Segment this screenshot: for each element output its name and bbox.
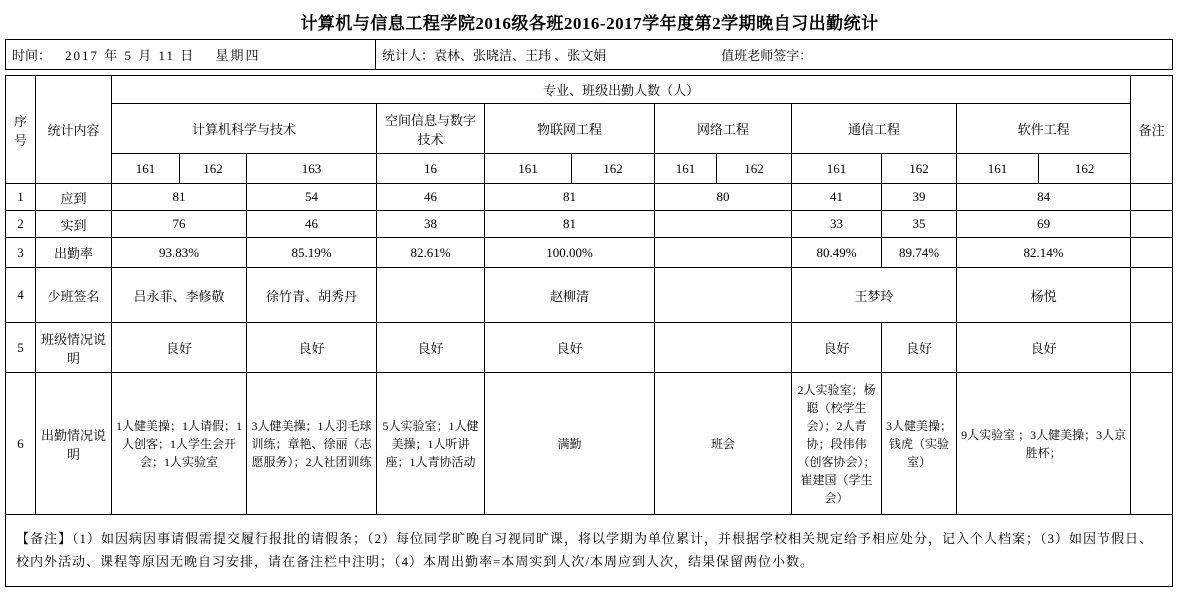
value-cell: 41 — [792, 184, 882, 211]
value-cell: 良好 — [112, 323, 247, 373]
value-cell: 良好 — [882, 323, 957, 373]
value-cell: 良好 — [247, 323, 377, 373]
class-header: 16 — [377, 154, 485, 184]
value-cell: 5人实验室；1人健美操；1人听讲座；1人青协活动 — [377, 373, 485, 515]
row-rate — [6, 238, 1173, 268]
class-header: 161 — [792, 154, 882, 184]
remark-cell — [1131, 373, 1173, 515]
value-cell: 班会 — [655, 373, 792, 515]
content-header: 统计内容 — [36, 76, 112, 184]
class-header: 162 — [1039, 154, 1131, 184]
class-header: 161 — [957, 154, 1039, 184]
value-cell — [655, 211, 792, 238]
attendance-span-header: 专业、班级出勤人数（人） — [112, 76, 1131, 104]
value-cell: 80.49% — [792, 238, 882, 268]
value-cell: 46 — [247, 211, 377, 238]
staff-value: 袁林、张晓洁、王玮 、张文娟 — [434, 48, 607, 63]
teacher-sign-label: 值班老师签字： — [721, 48, 813, 63]
value-cell: 82.14% — [957, 238, 1131, 268]
class-header: 163 — [247, 154, 377, 184]
value-cell: 69 — [957, 211, 1131, 238]
value-cell: 76 — [112, 211, 247, 238]
label-cell: 实到 — [36, 211, 112, 238]
value-cell: 89.74% — [882, 238, 957, 268]
remark-cell — [1131, 323, 1173, 373]
major-header-spatial: 空间信息与数字技术 — [377, 104, 485, 154]
value-cell: 赵柳清 — [485, 268, 655, 323]
label-cell: 少班签名 — [36, 268, 112, 323]
value-cell: 3人健美操；钱虎（实验室） — [882, 373, 957, 515]
value-cell: 93.83% — [112, 238, 247, 268]
value-cell — [655, 323, 792, 373]
value-cell: 82.61% — [377, 238, 485, 268]
value-cell: 46 — [377, 184, 485, 211]
value-cell: 良好 — [377, 323, 485, 373]
value-cell: 3人健美操；1人羽毛球训练；章艳、徐丽（志愿服务）；2人社团训练 — [247, 373, 377, 515]
value-cell: 9人实验室 ；3人健美操；3人京胜杯； — [957, 373, 1131, 515]
value-cell — [655, 238, 792, 268]
label-cell: 出勤情况说明 — [36, 373, 112, 515]
class-header: 162 — [180, 154, 247, 184]
header-row-span — [6, 76, 1173, 104]
seq-cell: 1 — [6, 184, 36, 211]
value-cell: 徐竹青、胡秀丹 — [247, 268, 377, 323]
value-cell: 100.00% — [485, 238, 655, 268]
value-cell: 54 — [247, 184, 377, 211]
header-row-classes — [6, 154, 1173, 184]
value-cell: 39 — [882, 184, 957, 211]
value-cell — [377, 268, 485, 323]
class-header: 162 — [572, 154, 655, 184]
value-cell: 良好 — [485, 323, 655, 373]
class-header: 161 — [485, 154, 572, 184]
value-cell: 王梦玲 — [792, 268, 957, 323]
value-cell: 杨悦 — [957, 268, 1131, 323]
value-cell: 80 — [655, 184, 792, 211]
remark-cell — [1131, 268, 1173, 323]
info-bar — [5, 39, 1173, 70]
remark-header: 备注 — [1131, 76, 1173, 184]
attendance-table — [5, 75, 1173, 587]
value-cell: 81 — [485, 211, 655, 238]
row-attendance-notes — [6, 373, 1173, 515]
seq-header: 序号 — [6, 76, 36, 184]
row-class-status — [6, 323, 1173, 373]
row-absent-signatures — [6, 268, 1173, 323]
value-cell: 35 — [882, 211, 957, 238]
time-label: 时间： — [12, 48, 52, 63]
value-cell — [655, 268, 792, 323]
class-header: 161 — [655, 154, 717, 184]
value-cell: 良好 — [957, 323, 1131, 373]
seq-cell: 2 — [6, 211, 36, 238]
time-cell — [6, 40, 376, 70]
value-cell: 良好 — [792, 323, 882, 373]
row-expected — [6, 184, 1173, 211]
label-cell: 应到 — [36, 184, 112, 211]
value-cell: 吕永菲、李修敬 — [112, 268, 247, 323]
major-header-telecom: 通信工程 — [792, 104, 957, 154]
seq-cell: 6 — [6, 373, 36, 515]
page-title: 计算机与信息工程学院2016级各班2016-2017学年度第2学期晚自习出勤统计 — [300, 14, 879, 33]
class-header: 161 — [112, 154, 180, 184]
value-cell: 84 — [957, 184, 1131, 211]
class-header: 162 — [882, 154, 957, 184]
value-cell: 1人健美操；1人请假；1人创客；1人学生会开会；1人实验室 — [112, 373, 247, 515]
value-cell: 2人实验室；杨聪（校学生会）；2人青协；段伟伟（创客协会）；崔建国（学生会） — [792, 373, 882, 515]
value-cell: 38 — [377, 211, 485, 238]
value-cell: 81 — [485, 184, 655, 211]
info-row — [6, 40, 1173, 70]
label-cell: 出勤率 — [36, 238, 112, 268]
seq-cell: 4 — [6, 268, 36, 323]
major-header-cs: 计算机科学与技术 — [112, 104, 377, 154]
major-header-network: 网络工程 — [655, 104, 792, 154]
footnote-text: 【备注】（1）如因病因事请假需提交履行报批的请假条；（2）每位同学旷晚自习视同旷课，将以学期为单位累计，并根据学校相关规定给予相应处分，记入个人档案；（3）如因节假日、校内外活动、课程等原因无晚自习安排，请在备注栏中注明；（4）本周出勤率=本周实到人次/本周应到人次，结果保留两位小数。 — [6, 515, 1173, 587]
value-cell: 满勤 — [485, 373, 655, 515]
staff-cell — [376, 40, 1173, 70]
seq-cell: 5 — [6, 323, 36, 373]
header-row-majors — [6, 104, 1173, 154]
value-cell: 85.19% — [247, 238, 377, 268]
remark-cell — [1131, 238, 1173, 268]
major-header-software: 软件工程 — [957, 104, 1131, 154]
footnote-row — [6, 515, 1173, 587]
value-cell: 33 — [792, 211, 882, 238]
label-cell: 班级情况说明 — [36, 323, 112, 373]
remark-cell — [1131, 211, 1173, 238]
seq-cell: 3 — [6, 238, 36, 268]
major-header-iot: 物联网工程 — [485, 104, 655, 154]
class-header: 162 — [717, 154, 792, 184]
row-actual — [6, 211, 1173, 238]
time-value: 2017 年 5 月 11 日 星期四 — [65, 48, 261, 63]
staff-label: 统计人： — [382, 48, 435, 63]
value-cell: 81 — [112, 184, 247, 211]
remark-cell — [1131, 184, 1173, 211]
